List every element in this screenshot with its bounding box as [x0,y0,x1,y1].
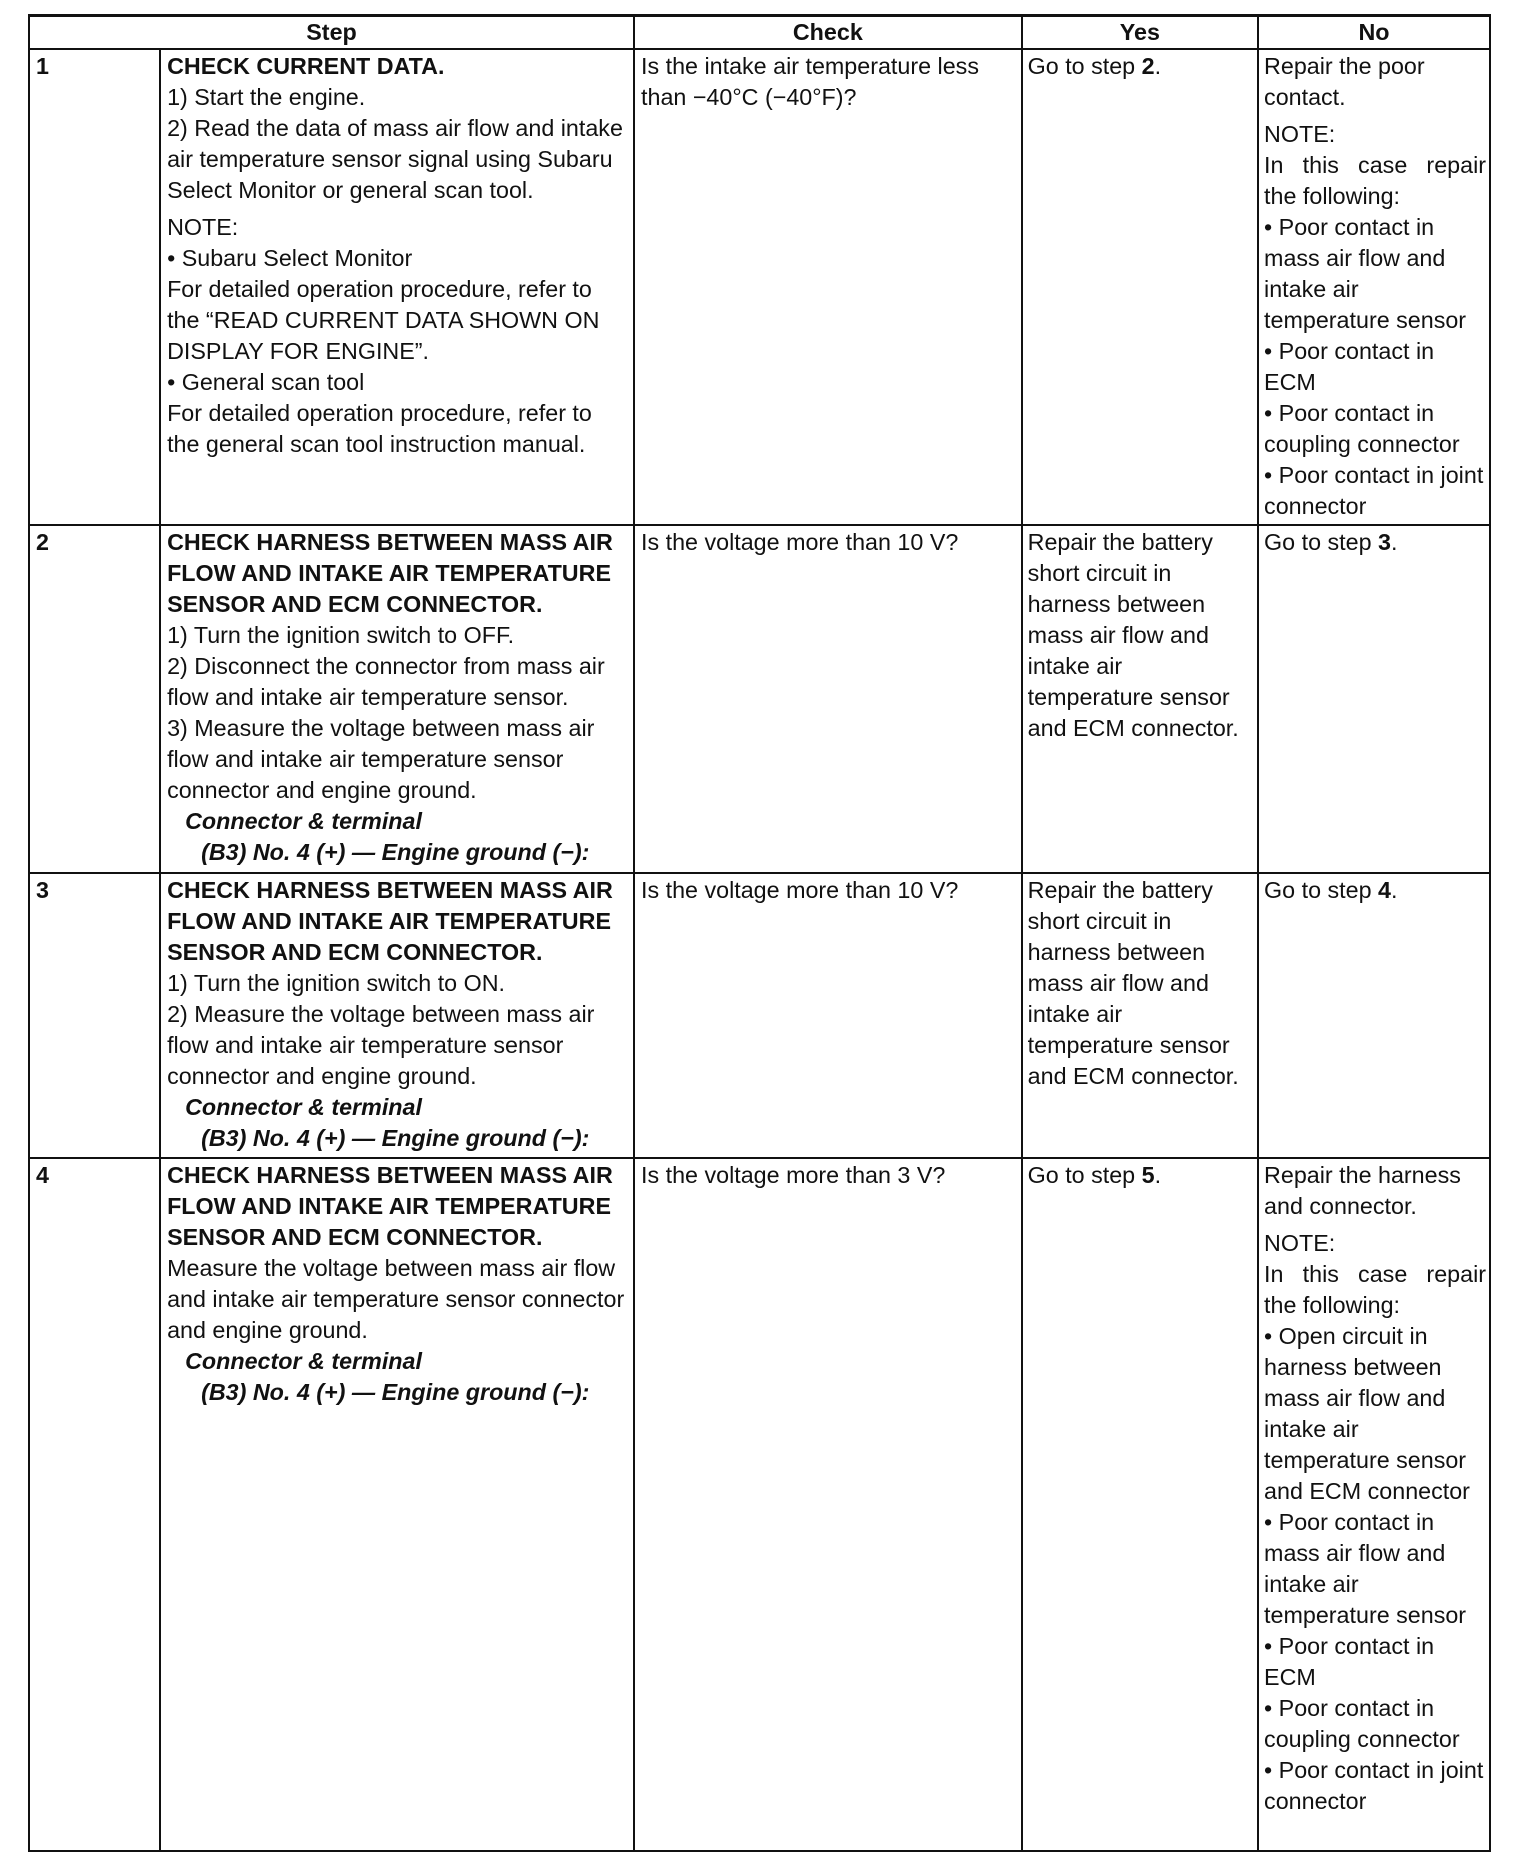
no-item: • Poor contact in joint connector [1264,462,1484,519]
no-note-label: NOTE: [1264,1230,1336,1256]
step-line: 2) Read the data of mass air flow and intake air temperature sensor signal using Subaru Select Monitor or general scan tool. [167,115,623,203]
step-title: CHECK HARNESS BETWEEN MASS AIR FLOW AND INTAKE AIR TEMPERATURE SENSOR AND ECM CONNECTOR. [167,1162,613,1250]
table-row [29,49,1490,525]
step-line: Measure the voltage between mass air flow and intake air temperature sensor connector and engine ground. [167,1255,625,1343]
step-description [160,1158,634,1851]
yes-cell [1022,1158,1258,1851]
step-line: 2) Disconnect the connector from mass air flow and intake air temperature sensor. [167,653,605,710]
step-title: CHECK HARNESS BETWEEN MASS AIR FLOW AND INTAKE AIR TEMPERATURE SENSOR AND ECM CONNECTOR. [167,529,613,617]
terminal-value: (B3) No. 4 (+) — Engine ground (−): [201,1125,590,1151]
header-no: No [1258,16,1490,50]
step-number: 1 [29,49,160,525]
table-row [29,873,1490,1158]
check-cell: Is the voltage more than 3 V? [634,1158,1022,1851]
note-line: • General scan tool [167,369,365,395]
no-intro: In this case repair the following: [1264,1261,1486,1318]
header-yes: Yes [1022,16,1258,50]
terminal-value: (B3) No. 4 (+) — Engine ground (−): [201,1379,590,1405]
check-cell: Is the voltage more than 10 V? [634,525,1022,873]
step-number: 4 [29,1158,160,1851]
no-suffix: . [1390,877,1398,903]
table-row [29,525,1490,873]
yes-step-ref: 5 [1141,1162,1155,1188]
no-prefix: Go to step [1264,877,1379,903]
step-number: 2 [29,525,160,873]
no-item: • Poor contact in mass air flow and intake air temperature sensor [1264,1509,1467,1628]
no-cell [1258,873,1490,1158]
terminal-label: Connector & terminal [185,808,422,834]
no-cell [1258,525,1490,873]
no-cell [1258,1158,1490,1851]
no-suffix: . [1390,529,1398,555]
note-line: For detailed operation procedure, refer to the “READ CURRENT DATA SHOWN ON DISPLAY FOR ENGINE”. [167,276,600,364]
yes-prefix: Go to step [1027,1162,1142,1188]
table-row [29,1158,1490,1851]
header-row [29,16,1490,50]
diagnostic-table [28,14,1491,1852]
no-cell [1258,49,1490,525]
no-item: • Poor contact in coupling connector [1264,1695,1460,1752]
note-line: • Subaru Select Monitor [167,245,413,271]
no-note-label: NOTE: [1264,121,1336,147]
step-line: 2) Measure the voltage between mass air flow and intake air temperature sensor connector and engine ground. [167,1001,595,1089]
step-line: 1) Start the engine. [167,84,366,110]
header-step: Step [29,16,634,50]
step-line: 3) Measure the voltage between mass air flow and intake air temperature sensor connector and engine ground. [167,715,595,803]
step-description [160,873,634,1158]
yes-cell: Repair the battery short circuit in harness between mass air flow and intake air temperature sensor and ECM connector. [1022,873,1258,1158]
no-item: • Poor contact in coupling connector [1264,400,1460,457]
terminal-label: Connector & terminal [185,1094,422,1120]
no-step-ref: 3 [1378,529,1391,555]
step-line: 1) Turn the ignition switch to ON. [167,970,506,996]
no-item: • Poor contact in ECM [1264,338,1435,395]
no-item: • Open circuit in harness between mass air flow and intake air temperature sensor and ECM connector [1264,1323,1470,1504]
check-cell: Is the voltage more than 10 V? [634,873,1022,1158]
no-item: • Poor contact in ECM [1264,1633,1435,1690]
check-cell: Is the intake air temperature less than −40°C (−40°F)? [634,49,1022,525]
no-prefix: Go to step [1264,529,1379,555]
yes-step-ref: 2 [1141,53,1155,79]
step-title: CHECK HARNESS BETWEEN MASS AIR FLOW AND INTAKE AIR TEMPERATURE SENSOR AND ECM CONNECTOR. [167,877,613,965]
no-item: • Poor contact in joint connector [1264,1757,1484,1814]
note-line: For detailed operation procedure, refer to the general scan tool instruction manual. [167,400,592,457]
no-step-ref: 4 [1378,877,1391,903]
step-number: 3 [29,873,160,1158]
yes-suffix: . [1154,1162,1162,1188]
terminal-label: Connector & terminal [185,1348,422,1374]
terminal-value: (B3) No. 4 (+) — Engine ground (−): [201,839,590,865]
step-description [160,525,634,873]
header-check: Check [634,16,1022,50]
no-item: • Poor contact in mass air flow and intake air temperature sensor [1264,214,1467,333]
step-description [160,49,634,525]
no-text: Repair the poor contact. [1264,53,1425,110]
step-line: 1) Turn the ignition switch to OFF. [167,622,515,648]
yes-prefix: Go to step [1027,53,1142,79]
yes-suffix: . [1154,53,1162,79]
note-label: NOTE: [167,214,239,240]
no-text: Repair the harness and connector. [1264,1162,1461,1219]
no-intro: In this case repair the following: [1264,152,1486,209]
yes-cell: Repair the battery short circuit in harness between mass air flow and intake air temperature sensor and ECM connector. [1022,525,1258,873]
step-title: CHECK CURRENT DATA. [167,53,445,79]
yes-cell [1022,49,1258,525]
